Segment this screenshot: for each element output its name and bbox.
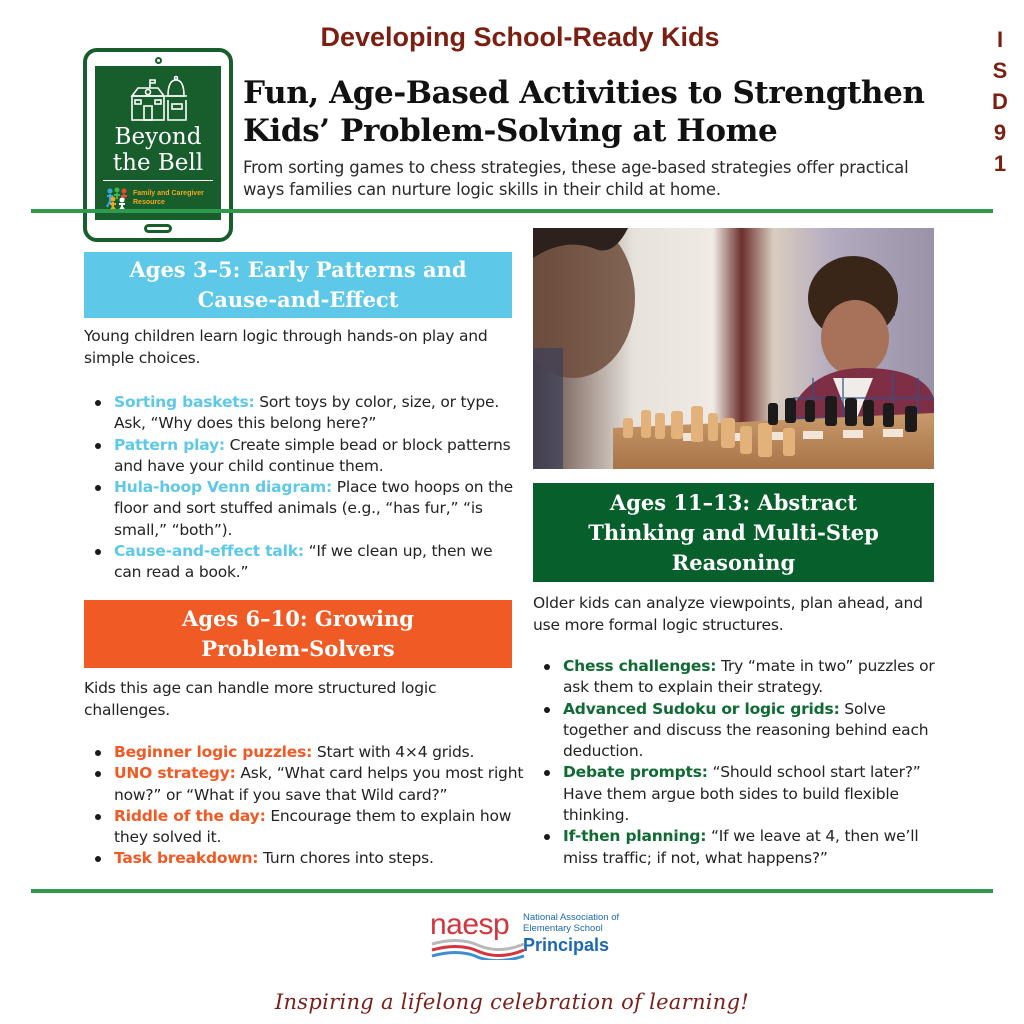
chess-photo-illustration [533,228,934,469]
naesp-wordmark: naesp [430,908,510,941]
chess-photo [533,228,934,469]
list-item: Debate prompts: “Should school start later?” Have them argue both sides to build flexible thinking. [533,762,953,826]
section-lead-ages-6-10: Kids this age can handle more structured logic challenges. [84,679,437,719]
list-item: If-then planning: “If we leave at 4, then we’ll miss traffic; if not, what happens?” [533,826,953,869]
list-item: Riddle of the day: Encourage them to explain how they solved it. [84,806,524,849]
naesp-principals: Principals [523,935,610,955]
top-divider [31,209,993,213]
tablet-camera-icon [155,57,162,64]
bottom-divider [31,889,993,893]
activity-list-ages-11-13 [533,656,953,869]
kids-holding-hands-icon [105,187,131,211]
district-code-letter: I [996,27,1004,52]
naesp-logo [430,908,630,962]
logo-title: Beyond the Bell [112,124,204,176]
naesp-org-name: National Association of Elementary School [523,912,620,934]
section-heading-ages-11-13: Ages 11–13: Abstract Thinking and Multi-Step Reasoning [533,483,934,582]
list-item: Cause-and-effect talk: “If we clean up, then we can read a book.” [84,541,524,584]
list-item: Beginner logic puzzles: Start with 4×4 grids. [84,742,524,763]
list-item: Pattern play: Create simple bead or block patterns and have your child continue them. [84,435,524,478]
page-title: Fun, Age-Based Activities to Strengthen Kids’ Problem-Solving at Home [243,75,925,149]
list-item: Chess challenges: Try “mate in two” puzzles or ask them to explain their strategy. [533,656,953,699]
district-code-letter: 9 [993,120,1007,145]
tablet-home-button-icon [144,224,172,233]
footer-tagline: Inspiring a lifelong celebration of learning! [274,990,750,1014]
waves-icon [430,938,526,960]
list-item: UNO strategy: Ask, “What card helps you most right now?” or “What if you save that Wild card?” [84,763,524,806]
kicker-heading: Developing School-Ready Kids [320,22,720,52]
list-item: Sorting baskets: Sort toys by color, size, or type. Ask, “Why does this belong here?” [84,392,524,435]
section-lead-ages-11-13: Older kids can analyze viewpoints, plan ahead, and use more formal logic structures. [533,594,923,634]
logo-subtitle: Family and Caregiver Resource [133,190,204,206]
district-code [986,24,1014,179]
intro-paragraph: From sorting games to chess strategies, these age-based strategies offer practical ways families can nurture logic skills in their child at home. [243,158,909,199]
list-item: Task breakdown: Turn chores into steps. [84,848,524,869]
district-code-letter: D [992,89,1008,114]
section-lead-ages-3-5: Young children learn logic through hands-on play and simple choices. [84,327,488,367]
section-heading-ages-3-5: Ages 3–5: Early Patterns and Cause-and-Effect [84,252,512,318]
logo-divider [103,180,213,181]
section-heading-ages-6-10: Ages 6–10: Growing Problem-Solvers [84,600,512,668]
district-code-letter: S [992,58,1008,83]
logo-screen [95,66,221,220]
list-item: Advanced Sudoku or logic grids: Solve together and discuss the reasoning behind each deduction. [533,699,953,763]
school-bell-icon [128,74,188,124]
list-item: Hula-hoop Venn diagram: Place two hoops on the floor and sort stuffed animals (e.g., “has fur,” “is small,” “both”). [84,477,524,541]
district-code-letter: 1 [993,151,1007,176]
activity-list-ages-6-10 [84,742,524,870]
activity-list-ages-3-5 [84,392,524,584]
